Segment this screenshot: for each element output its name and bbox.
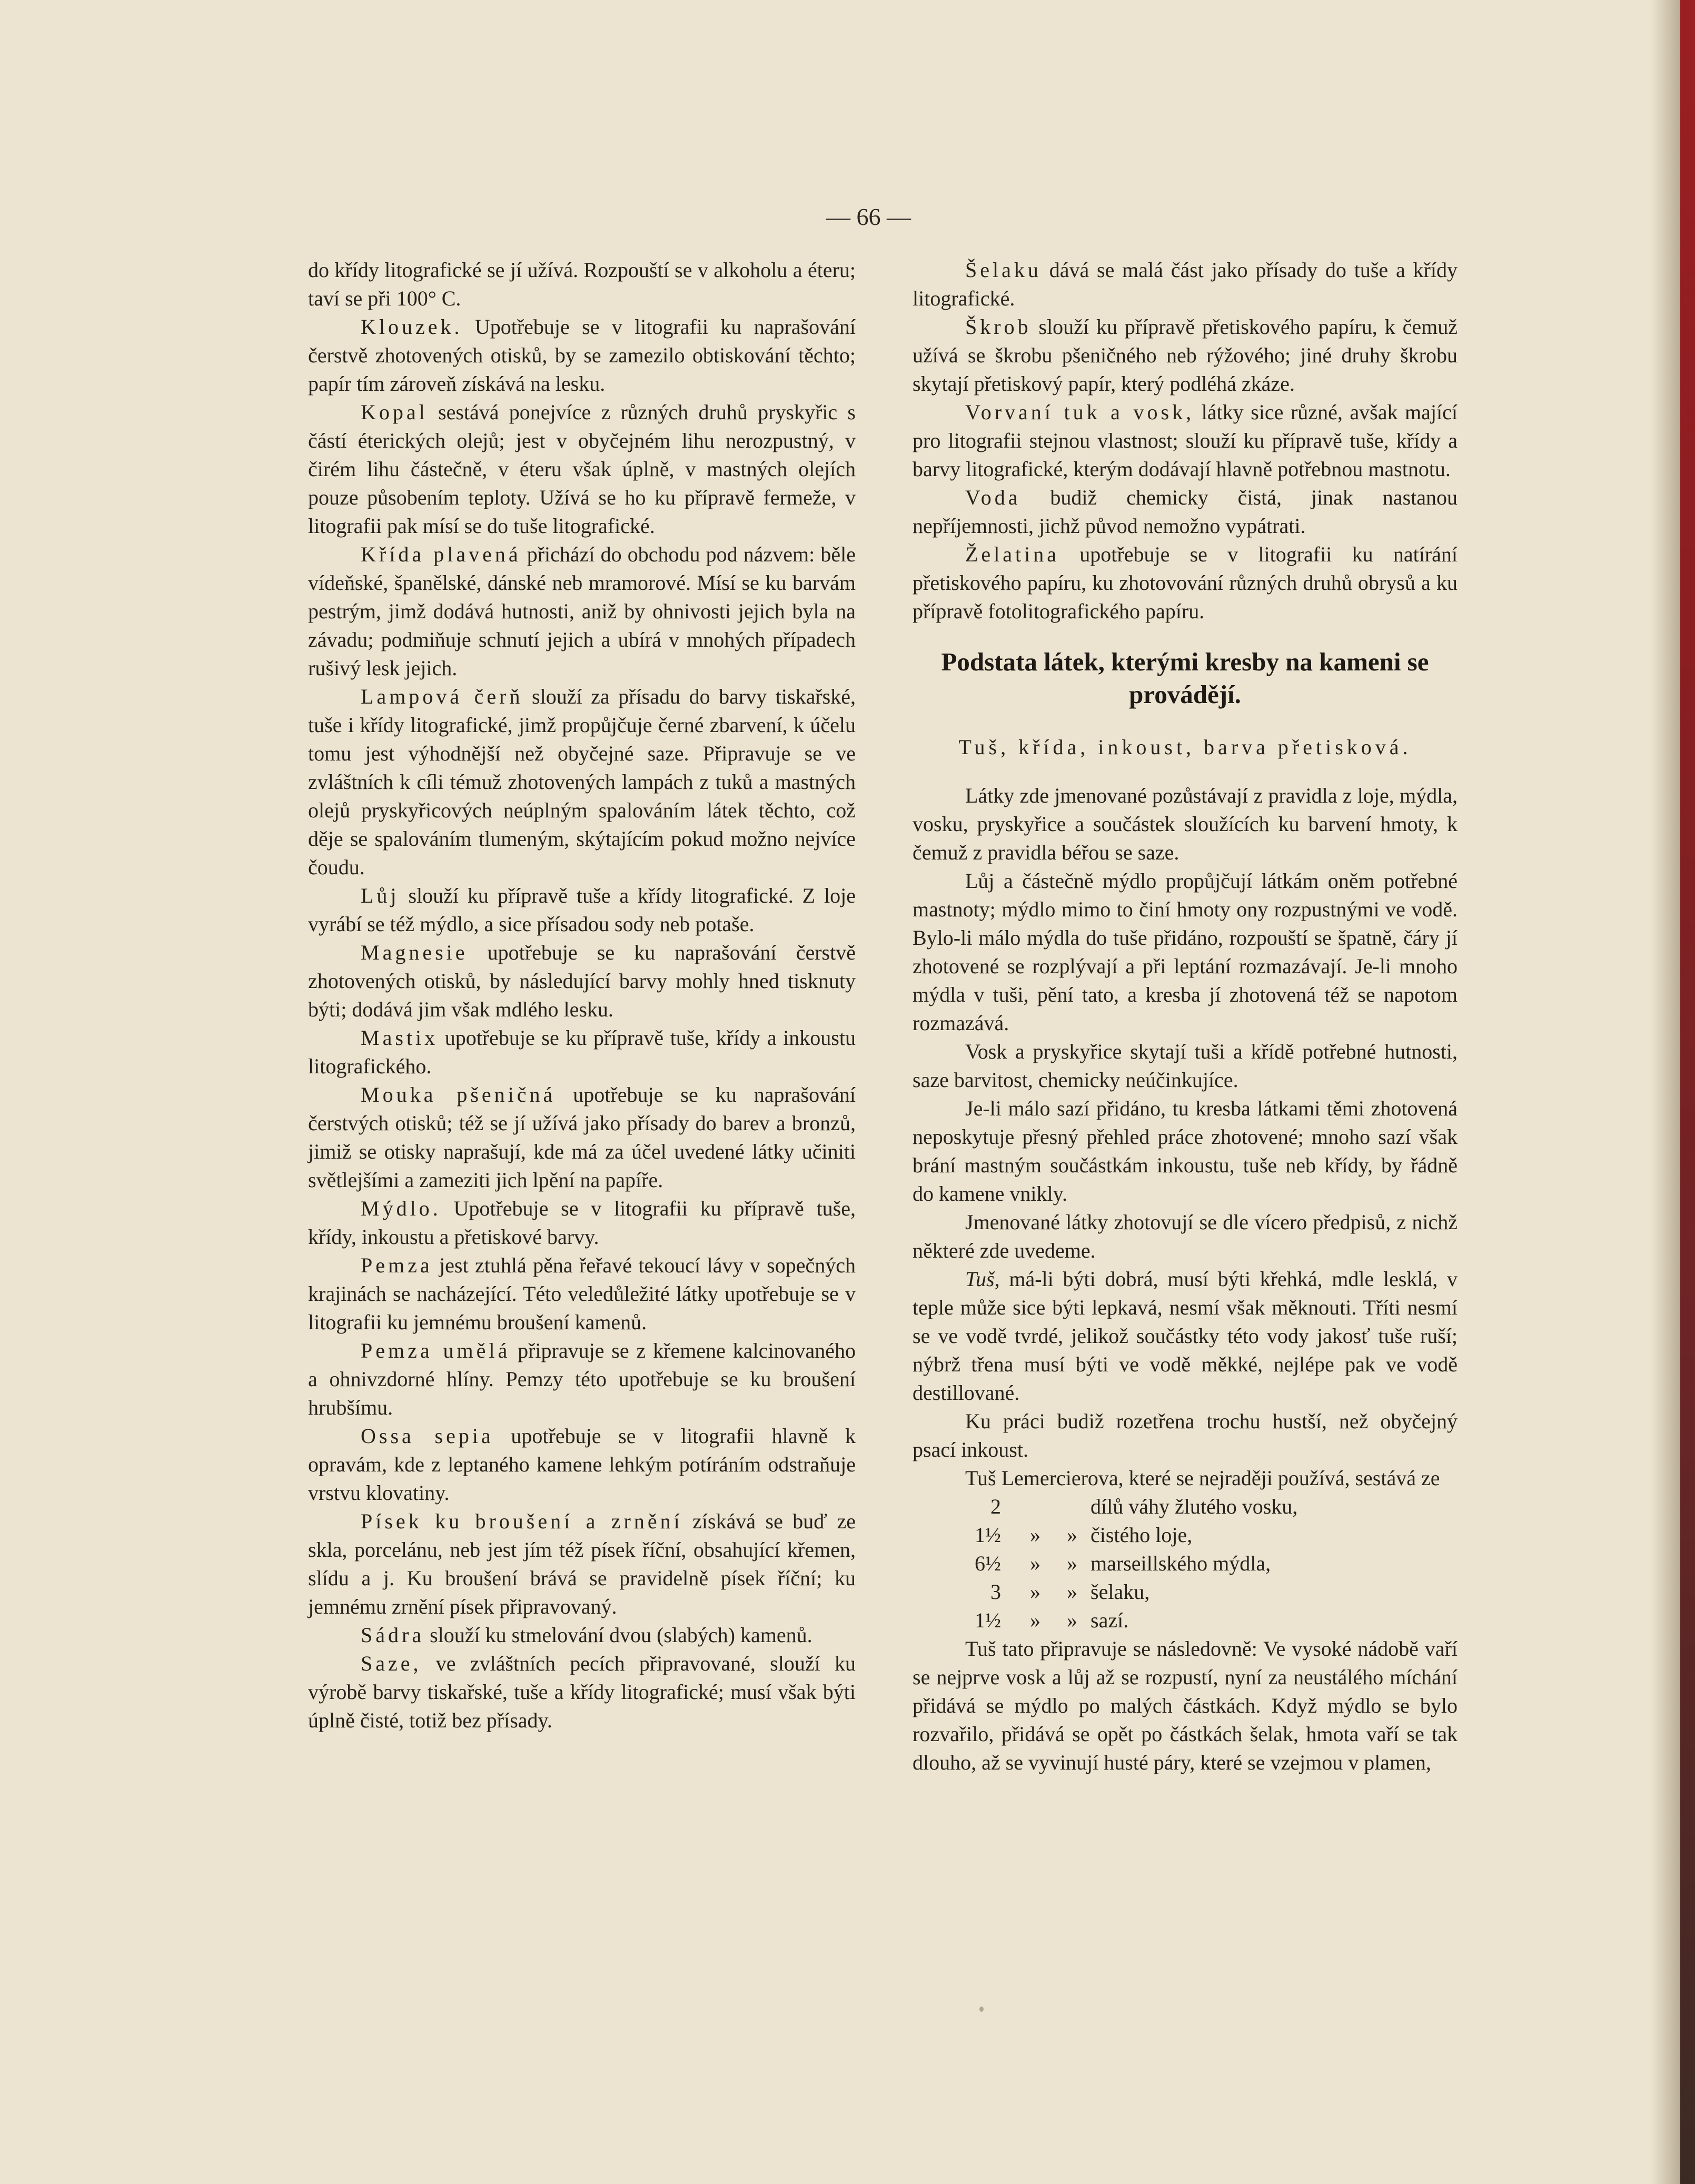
- entry-term: Křída plavená: [361, 542, 521, 566]
- recipe-desc: šelaku,: [1091, 1580, 1150, 1604]
- glossary-entry: [308, 1621, 856, 1649]
- recipe-qty: 6½: [975, 1551, 1001, 1575]
- entry-term: Sádra: [361, 1623, 425, 1647]
- glossary-entry: [308, 313, 856, 398]
- entry-text: ve zvláštních pecích připravované, slouží ku výrobě barvy tiskařské, tuše a křídy litografické; musí však býti úplně čisté, totiž bez přísady.: [308, 1652, 856, 1732]
- entry-text: upotřebuje se v litografii ku natírání přetiskového papíru, ku zhotovování různých druhů obrysů a ku přípravě fotolitografického papíru.: [913, 542, 1458, 623]
- entry-term: Ossa sepia: [361, 1424, 494, 1448]
- recipe-item: [913, 1578, 1458, 1606]
- paragraph: [913, 1464, 1458, 1493]
- entry-term: Klouzek.: [361, 315, 463, 339]
- recipe-qty: 1½: [975, 1608, 1001, 1632]
- ditto-mark: [1054, 1493, 1091, 1521]
- ditto-mark: »: [1067, 1551, 1077, 1575]
- entry-text: Vosk a pryskyřice skytají tuši a křídě potřebné hutnosti, saze barvitost, chemicky neúčinkujíce.: [913, 1040, 1458, 1092]
- entry-term: Pemza: [361, 1253, 433, 1277]
- entry-text: dává se malá část jako přísady do tuše a křídy litografické.: [913, 258, 1458, 310]
- entry-text: Upotřebuje se v litografii ku naprašování čerstvě zhotovených otisků, by se zamezilo obtiskování těchto; papír tím zároveň získává na lesku.: [308, 315, 856, 396]
- entry-term: Vorvaní tuk a vosk,: [965, 400, 1195, 424]
- recipe-list: [913, 1493, 1458, 1635]
- entry-term: Písek ku broušení a zrnění: [361, 1509, 683, 1533]
- entry-term: Škrob: [965, 315, 1032, 339]
- entry-text: Lůj a částečně mýdlo propůjčují látkám oněm potřebné mastnoty; mýdlo mimo to činí hmoty ony rozpustnými ve vodě. Bylo-li málo mýdla do tuše přidáno, rozpouští se špatně, čáry jí zhotovené se rozplývají a při leptání rozmazávají. Je-li mnoho mýdla v tuši, pění tato, a kresba jí zhotovená též se napotom rozmazává.: [913, 869, 1458, 1035]
- entry-text: upotřebuje se ku naprašování čerstvě zhotovených otisků, by následující barvy mohly hned tisknuty býti; dodává jim však mdlého lesku.: [308, 941, 856, 1021]
- recipe-item: [913, 1493, 1458, 1521]
- left-column: [308, 256, 856, 1735]
- entry-text: Ku práci budiž rozetřena trochu hustší, než obyčejný psací inkoust.: [913, 1409, 1458, 1461]
- ditto-mark: »: [1030, 1608, 1040, 1632]
- entry-text: budiž chemicky čistá, jinak nastanou nepříjemnosti, jichž původ nemožno vypátrati.: [913, 486, 1458, 538]
- ditto-mark: »: [1067, 1608, 1077, 1632]
- entry-text: Jmenované látky zhotovují se dle vícero předpisů, z nichž některé zde uvedeme.: [913, 1210, 1458, 1262]
- entry-text: získává se buď ze skla, porcelánu, neb jest jím též písek říční, obsahující křemen, slídu a j. Ku broušení brává se pravidelně písek říční; ku jemnému zrnění písek připravovaný.: [308, 1509, 856, 1618]
- entry-text: sestává ponejvíce z různých druhů pryskyřic s částí éterických olejů; jest v obyčejném lihu nerozpustný, v čirém lihu částečně, v éteru však úplně, v mastných olejích pouze působením teploty. Užívá se ho ku přípravě fermeže, v litografii pak mísí se do tuše litografické.: [308, 400, 856, 538]
- glossary-entry: [308, 398, 856, 540]
- entry-term: Mýdlo.: [361, 1197, 441, 1220]
- entry-text: látky sice různé, avšak mající pro litografii stejnou vlastnost; slouží ku přípravě tuše, křídy a barvy litografické, kterým dodávají hlavně potřebnou mastnotu.: [913, 400, 1458, 481]
- entry-text: slouží ku přípravě tuše a křídy litografické. Z loje vyrábí se též mýdlo, a sice přísadou sody neb potaše.: [308, 884, 856, 936]
- glossary-entry: [913, 483, 1458, 540]
- glossary-entry: [913, 540, 1458, 626]
- glossary-entry: [308, 1024, 856, 1081]
- entry-text: upotřebuje se v litografii hlavně k opravám, kde z leptaného kamene lehkým potíráním odstraňuje vrstvu klovatiny.: [308, 1424, 856, 1505]
- ditto-mark: »: [1030, 1580, 1040, 1604]
- section-heading: Podstata látek, kterými kresby na kameni se provádějí.: [941, 647, 1429, 709]
- recipe-item: [913, 1606, 1458, 1635]
- page-number: — 66 —: [826, 203, 911, 230]
- entry-term: Mastix: [361, 1026, 439, 1050]
- entry-term: Šelaku: [965, 258, 1042, 282]
- glossary-entry: [308, 882, 856, 938]
- paragraph: Tuš tato připravuje se následovně: Ve vysoké nádobě vaří se nejprve vosk a lůj až se rozpustí, nyní za neustálého míchání přidává se mýdlo po malých částkách. Když mýdlo se bylo rozvařilo, přidává se opět po částkách šelak, hmota vaří se tak dlouho, až se vyvinují husté páry, které se vzejmou v plamen,: [913, 1637, 1458, 1774]
- glossary-entry: [308, 1081, 856, 1194]
- entry-term: Kopal: [361, 400, 428, 424]
- ditto-mark: »: [1030, 1523, 1040, 1547]
- section-subheading: Tuš, křída, inkoust, barva přetisková.: [958, 735, 1412, 759]
- glossary-entry: [308, 1337, 856, 1422]
- paragraph: [913, 1208, 1458, 1265]
- entry-term: Lampová čerň: [361, 685, 523, 708]
- entry-term: Lůj: [361, 884, 400, 907]
- glossary-entry: [913, 256, 1458, 313]
- entry-text: připravuje se z křemene kalcinovaného a ohnivzdorné hlíny. Pemzy této upotřebuje se ku broušení hrubšímu.: [308, 1339, 856, 1419]
- entry-text: Látky zde jmenované pozůstávají z pravidla z loje, mýdla, vosku, pryskyřice a součástek sloužících ku barvení hmoty, k čemuž z pravidla béřou se saze.: [913, 784, 1458, 864]
- ditto-mark: [1017, 1493, 1054, 1521]
- recipe-qty: 2: [990, 1495, 1001, 1518]
- glossary-entry: [308, 1251, 856, 1337]
- entry-text: Je-li málo sazí přidáno, tu kresba látkami těmi zhotovená neposkytuje přesný přehled práce zhotovené; mnoho sazí však brání mastným součástkám inkoustu, tuše neb křídy, by řádně do kamene vnikly.: [913, 1096, 1458, 1205]
- recipe-desc: sazí.: [1091, 1608, 1129, 1632]
- entry-text: slouží za přísadu do barvy tiskařské, tuše i křídy litografické, jimž propůjčuje černé zbarvení, k účelu tomu jest výhodnější než obyčejné saze. Připravuje se ve zvláštních k cíli témuž zhotovených lampách z tuků a mastných olejů pryskyřicových neúplným spalováním látek těchto, což děje se spalováním tlumeným, skýtajícím pokud možno nejvíce čoudu.: [308, 685, 856, 879]
- glossary-entry: [308, 1422, 856, 1507]
- entry-text: upotřebuje se ku přípravě tuše, křídy a inkoustu litografického.: [308, 1026, 856, 1078]
- entry-term: Voda: [965, 486, 1021, 509]
- entry-text: slouží ku přípravě přetiskového papíru, k čemuž užívá se škrobu pšeničného neb rýžového; jiné druhy škrobu skytají přetiskový papír, který podléhá zkáze.: [913, 315, 1458, 396]
- entry-text: Tuš Lemercierova, které se nejraději používá, sestává ze: [965, 1466, 1440, 1490]
- glossary-entry: [308, 1507, 856, 1621]
- entry-text: přichází do obchodu pod názvem: běle vídeňské, španělské, dánské neb mramorové. Mísí se ku barvám pestrým, jimž dodává hutnosti, aniž by ohnivosti jejich byla na závadu; podmiňuje schnutí jejich a ubírá v mnohých případech rušivý lesk jejich.: [308, 542, 856, 680]
- recipe-desc: dílů váhy žlutého vosku,: [1091, 1495, 1298, 1518]
- glossary-entry: [308, 938, 856, 1024]
- entry-term: Tuš,: [965, 1267, 1000, 1291]
- entry-text: slouží ku stmelování dvou (slabých) kamenů.: [424, 1623, 812, 1647]
- recipe-item: [913, 1549, 1458, 1578]
- paragraph: [913, 1094, 1458, 1208]
- paragraph: [913, 867, 1458, 1037]
- entry-text: jest ztuhlá pěna řeřavé tekoucí lávy v sopečných krajinách se nacházející. Této veledůležité látky upotřebuje se v litografii ku jemnému broušení kamenů.: [308, 1253, 856, 1334]
- paper-stain: [979, 2007, 984, 2012]
- paragraph: [308, 256, 856, 313]
- glossary-entry: [308, 683, 856, 882]
- recipe-item: [913, 1521, 1458, 1549]
- entry-text: má-li býti dobrá, musí býti křehká, mdle lesklá, v teple může sice býti lepkavá, nesmí však měknouti. Tříti nesmí se ve vodě tvrdé, jelikož součástky této vody jakosť tuše ruší; nýbrž třena musí býti ve vodě měkké, nejlépe pak ve vodě destillované.: [913, 1267, 1458, 1405]
- glossary-entry: [913, 313, 1458, 398]
- ditto-mark: »: [1030, 1551, 1040, 1575]
- ditto-mark: »: [1067, 1580, 1077, 1604]
- paragraph: [913, 782, 1458, 867]
- entry-term: Magnesie: [361, 941, 468, 964]
- recipe-qty: 3: [990, 1580, 1001, 1604]
- entry-text: Upotřebuje se v litografii ku přípravě tuše, křídy, inkoustu a přetiskové barvy.: [308, 1197, 856, 1249]
- recipe-desc: marseillského mýdla,: [1091, 1551, 1271, 1575]
- entry-term: Saze,: [361, 1652, 422, 1675]
- glossary-entry: [308, 1649, 856, 1735]
- glossary-entry: [913, 398, 1458, 483]
- recipe-qty: 1½: [975, 1523, 1001, 1547]
- entry-text: upotřebuje se ku naprašování čerstvých otisků; též se jí užívá jako přísady do barev a bronzů, jimiž se otisky naprašují, kde má za účel uvedené látky učiniti světlejšími a zameziti jich lpění na papíře.: [308, 1083, 856, 1192]
- right-column: [913, 256, 1458, 1777]
- entry-term: Želatina: [965, 542, 1060, 566]
- entry-term: Mouka pšeničná: [361, 1083, 556, 1106]
- entry-term: Pemza umělá: [361, 1339, 511, 1362]
- recipe-desc: čistého loje,: [1091, 1523, 1193, 1547]
- binding-edge: [1680, 0, 1695, 2184]
- entry-text: do křídy litografické se jí užívá. Rozpouští se v alkoholu a éteru; taví se při 100° C.: [308, 258, 856, 310]
- glossary-entry: [308, 540, 856, 683]
- ditto-mark: »: [1067, 1523, 1077, 1547]
- paragraph: [913, 1407, 1458, 1464]
- paragraph: [913, 1265, 1458, 1407]
- paragraph: [913, 1037, 1458, 1094]
- glossary-entry: [308, 1194, 856, 1251]
